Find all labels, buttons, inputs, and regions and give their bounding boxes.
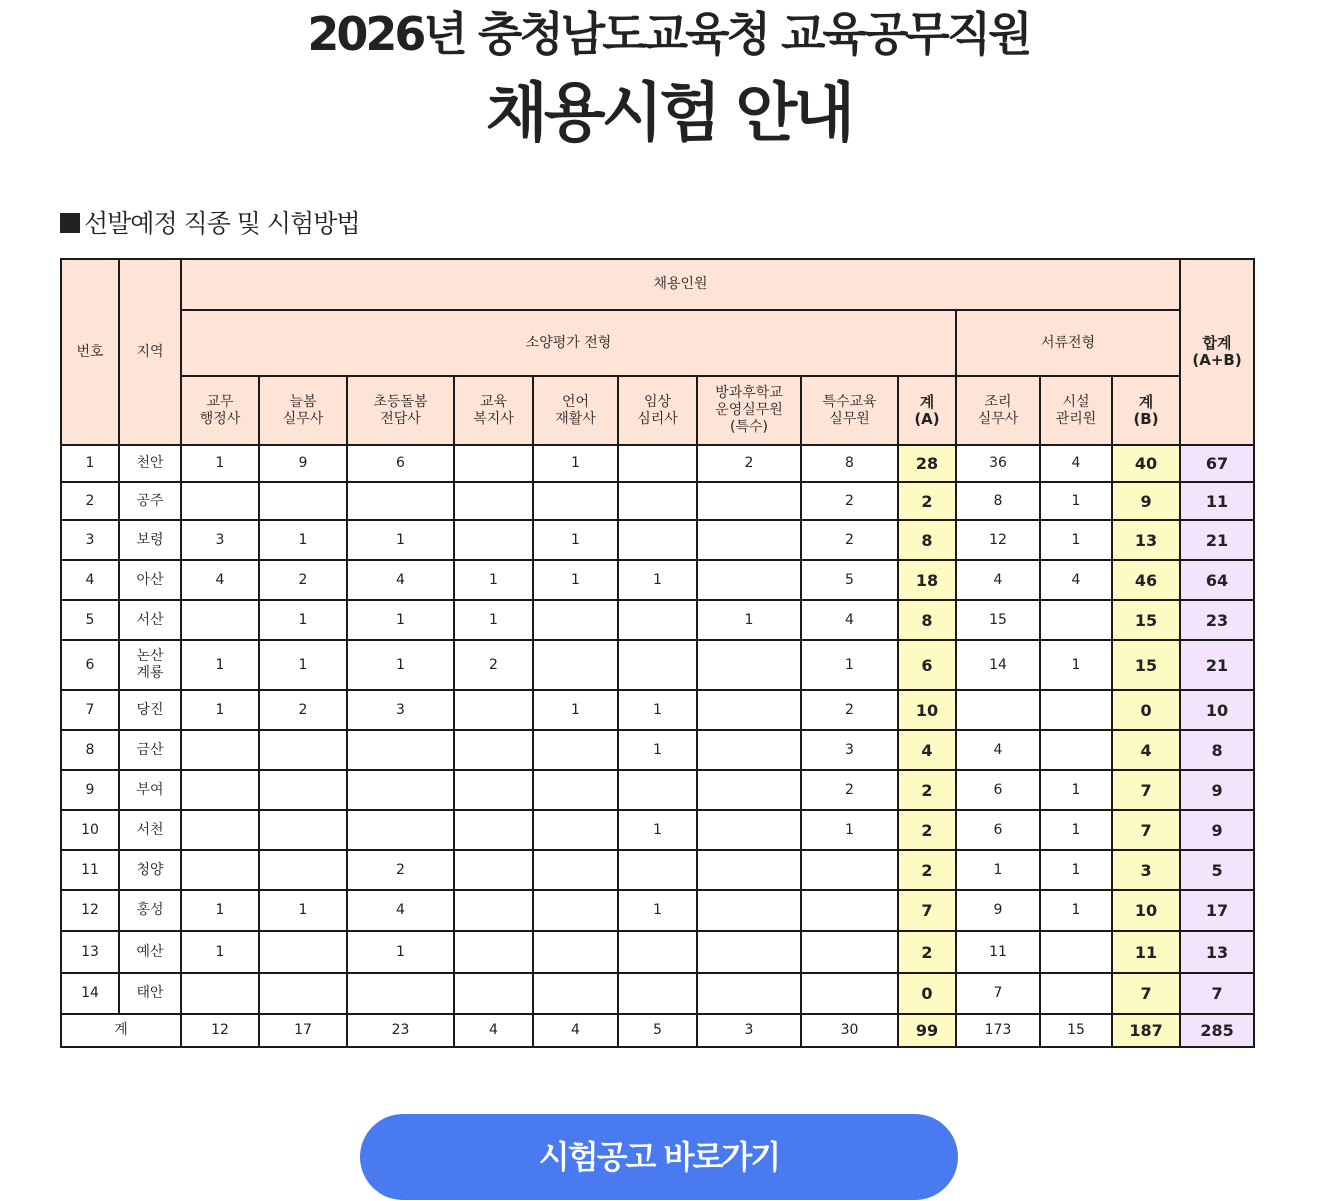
subtotal-b-cell: 3 <box>1112 850 1180 890</box>
table-row <box>61 560 1254 600</box>
table-cell: 11 <box>956 931 1040 973</box>
table-cell <box>533 973 618 1014</box>
table-cell <box>697 690 801 730</box>
total-cell: 7 <box>1180 973 1254 1014</box>
table-cell: 1 <box>956 850 1040 890</box>
row-number: 12 <box>61 890 119 931</box>
table-cell: 15 <box>956 600 1040 640</box>
section-heading <box>60 206 360 242</box>
row-number: 11 <box>61 850 119 890</box>
table-cell: 1 <box>533 445 618 482</box>
table-cell: 6 <box>347 445 454 482</box>
subtotal-b-cell: 11 <box>1112 931 1180 973</box>
total-cell: 9 <box>1180 770 1254 810</box>
table-cell: 1 <box>533 560 618 600</box>
subtotal-b-cell: 9 <box>1112 482 1180 520</box>
table-cell <box>1040 730 1112 770</box>
column-header-sum-b: 계 (B) <box>1112 376 1180 445</box>
table-cell <box>454 810 533 850</box>
table-row <box>61 640 1254 690</box>
total-cell: 67 <box>1180 445 1254 482</box>
table-cell <box>533 770 618 810</box>
table-cell <box>454 520 533 560</box>
sum-row-label: 계 <box>61 1014 181 1047</box>
table-cell: 2 <box>259 690 347 730</box>
header-group-a: 소양평가 전형 <box>181 310 956 376</box>
table-cell <box>533 810 618 850</box>
table-cell: 1 <box>454 560 533 600</box>
table-cell <box>347 770 454 810</box>
table-row <box>61 482 1254 520</box>
table-cell <box>259 810 347 850</box>
table-cell: 9 <box>956 890 1040 931</box>
table-cell <box>697 850 801 890</box>
table-cell: 1 <box>618 730 697 770</box>
table-cell: 4 <box>801 600 898 640</box>
table-cell: 1 <box>347 600 454 640</box>
total-cell: 285 <box>1180 1014 1254 1047</box>
table-cell <box>454 690 533 730</box>
subtotal-a-cell: 6 <box>898 640 956 690</box>
table-cell: 6 <box>956 770 1040 810</box>
subtotal-a-cell: 4 <box>898 730 956 770</box>
subtotal-b-cell: 7 <box>1112 973 1180 1014</box>
row-region: 부여 <box>119 770 181 810</box>
sum-row <box>61 1014 1254 1047</box>
subtotal-a-cell: 0 <box>898 973 956 1014</box>
table-cell <box>259 850 347 890</box>
table-cell <box>533 640 618 690</box>
table-cell <box>618 600 697 640</box>
exam-notice-button[interactable]: 시험공고 바로가기 <box>360 1114 958 1200</box>
subtotal-b-cell: 4 <box>1112 730 1180 770</box>
subtotal-a-cell: 2 <box>898 810 956 850</box>
table-cell <box>801 890 898 931</box>
table-cell: 3 <box>181 520 259 560</box>
total-cell: 9 <box>1180 810 1254 850</box>
table-cell <box>454 890 533 931</box>
table-cell <box>533 850 618 890</box>
row-number: 4 <box>61 560 119 600</box>
table-cell: 1 <box>181 640 259 690</box>
table-cell: 4 <box>533 1014 618 1047</box>
total-cell: 11 <box>1180 482 1254 520</box>
table-cell: 12 <box>181 1014 259 1047</box>
row-region: 공주 <box>119 482 181 520</box>
table-row <box>61 931 1254 973</box>
table-cell <box>259 973 347 1014</box>
table-cell <box>347 730 454 770</box>
table-cell <box>1040 973 1112 1014</box>
subtotal-a-cell: 8 <box>898 600 956 640</box>
table-cell <box>181 973 259 1014</box>
row-region: 아산 <box>119 560 181 600</box>
recruitment-table <box>60 258 1255 1048</box>
subtotal-a-cell: 18 <box>898 560 956 600</box>
table-cell: 15 <box>1040 1014 1112 1047</box>
table-cell: 36 <box>956 445 1040 482</box>
table-cell: 1 <box>347 640 454 690</box>
table-cell <box>697 770 801 810</box>
row-number: 7 <box>61 690 119 730</box>
table-cell <box>801 973 898 1014</box>
header-total: 합계 (A+B) <box>1180 259 1254 445</box>
row-number: 3 <box>61 520 119 560</box>
table-cell <box>454 850 533 890</box>
total-cell: 17 <box>1180 890 1254 931</box>
column-header: 교무 행정사 <box>181 376 259 445</box>
table-cell: 3 <box>801 730 898 770</box>
table-cell <box>259 482 347 520</box>
table-row <box>61 973 1254 1014</box>
subtotal-a-cell: 2 <box>898 482 956 520</box>
table-cell: 1 <box>181 445 259 482</box>
table-cell <box>181 810 259 850</box>
row-region: 보령 <box>119 520 181 560</box>
table-cell: 1 <box>181 690 259 730</box>
page-title-line1: 2026년 충청남도교육청 교육공무직원 <box>307 7 1030 61</box>
table-row <box>61 520 1254 560</box>
row-number: 1 <box>61 445 119 482</box>
header-number: 번호 <box>61 259 119 445</box>
table-cell <box>697 520 801 560</box>
table-cell: 1 <box>259 520 347 560</box>
table-cell <box>1040 690 1112 730</box>
column-header: 조리 실무사 <box>956 376 1040 445</box>
table-cell: 1 <box>618 890 697 931</box>
table-cell <box>533 482 618 520</box>
table-cell: 1 <box>801 810 898 850</box>
table-cell: 1 <box>618 690 697 730</box>
table-cell: 2 <box>801 520 898 560</box>
column-header: 특수교육 실무원 <box>801 376 898 445</box>
column-header-sum-a: 계 (A) <box>898 376 956 445</box>
row-region: 서산 <box>119 600 181 640</box>
subtotal-b-cell: 40 <box>1112 445 1180 482</box>
table-cell <box>454 770 533 810</box>
row-number: 2 <box>61 482 119 520</box>
table-cell <box>697 973 801 1014</box>
table-cell: 1 <box>259 640 347 690</box>
table-cell: 4 <box>1040 445 1112 482</box>
table-cell: 1 <box>259 890 347 931</box>
table-row <box>61 730 1254 770</box>
section-title: 선발예정 직종 및 시험방법 <box>84 209 360 238</box>
column-header: 임상 심리사 <box>618 376 697 445</box>
subtotal-a-cell: 8 <box>898 520 956 560</box>
total-cell: 5 <box>1180 850 1254 890</box>
subtotal-b-cell: 13 <box>1112 520 1180 560</box>
table-cell: 6 <box>956 810 1040 850</box>
table-cell: 4 <box>181 560 259 600</box>
row-number: 5 <box>61 600 119 640</box>
table-cell <box>454 445 533 482</box>
table-cell <box>259 770 347 810</box>
subtotal-b-cell: 0 <box>1112 690 1180 730</box>
table-cell <box>697 482 801 520</box>
subtotal-a-cell: 99 <box>898 1014 956 1047</box>
row-number: 8 <box>61 730 119 770</box>
table-cell: 9 <box>259 445 347 482</box>
table-cell <box>454 482 533 520</box>
subtotal-b-cell: 10 <box>1112 890 1180 931</box>
table-cell <box>259 730 347 770</box>
table-cell: 4 <box>956 560 1040 600</box>
table-cell <box>533 730 618 770</box>
table-cell <box>1040 931 1112 973</box>
row-region: 예산 <box>119 931 181 973</box>
table-row <box>61 770 1254 810</box>
column-header: 방과후학교 운영실무원 (특수) <box>697 376 801 445</box>
table-cell: 1 <box>181 931 259 973</box>
table-row <box>61 850 1254 890</box>
total-cell: 23 <box>1180 600 1254 640</box>
table-cell <box>697 560 801 600</box>
subtotal-b-cell: 46 <box>1112 560 1180 600</box>
table-cell: 1 <box>618 810 697 850</box>
row-number: 13 <box>61 931 119 973</box>
column-header: 시설 관리원 <box>1040 376 1112 445</box>
table-cell <box>347 973 454 1014</box>
total-cell: 13 <box>1180 931 1254 973</box>
table-cell: 1 <box>1040 770 1112 810</box>
subtotal-a-cell: 2 <box>898 770 956 810</box>
table-cell: 2 <box>697 445 801 482</box>
subtotal-a-cell: 2 <box>898 931 956 973</box>
table-cell <box>618 640 697 690</box>
table-cell <box>697 931 801 973</box>
table-cell: 2 <box>259 560 347 600</box>
table-cell <box>697 810 801 850</box>
row-number: 9 <box>61 770 119 810</box>
table-cell <box>454 931 533 973</box>
column-header: 초등돌봄 전담사 <box>347 376 454 445</box>
table-cell: 1 <box>697 600 801 640</box>
table-cell: 1 <box>1040 640 1112 690</box>
table-cell: 8 <box>801 445 898 482</box>
table-cell: 1 <box>181 890 259 931</box>
subtotal-b-cell: 7 <box>1112 770 1180 810</box>
subtotal-b-cell: 187 <box>1112 1014 1180 1047</box>
row-region: 청양 <box>119 850 181 890</box>
total-cell: 21 <box>1180 520 1254 560</box>
subtotal-b-cell: 15 <box>1112 600 1180 640</box>
table-cell: 1 <box>1040 482 1112 520</box>
table-cell: 14 <box>956 640 1040 690</box>
table-cell <box>454 730 533 770</box>
table-cell: 1 <box>454 600 533 640</box>
table-cell <box>1040 600 1112 640</box>
table-cell: 30 <box>801 1014 898 1047</box>
table-row <box>61 600 1254 640</box>
header-region: 지역 <box>119 259 181 445</box>
table-row <box>61 810 1254 850</box>
table-cell <box>956 690 1040 730</box>
table-cell: 5 <box>801 560 898 600</box>
subtotal-a-cell: 28 <box>898 445 956 482</box>
header-group-b: 서류전형 <box>956 310 1180 376</box>
table-cell: 2 <box>801 482 898 520</box>
table-cell <box>618 770 697 810</box>
row-region: 서천 <box>119 810 181 850</box>
table-cell <box>259 931 347 973</box>
row-number: 14 <box>61 973 119 1014</box>
row-number: 10 <box>61 810 119 850</box>
subtotal-b-cell: 15 <box>1112 640 1180 690</box>
header-hiring: 채용인원 <box>181 259 1180 310</box>
table-cell: 2 <box>801 770 898 810</box>
table-cell <box>618 931 697 973</box>
table-cell <box>454 973 533 1014</box>
table-cell <box>801 931 898 973</box>
row-region: 금산 <box>119 730 181 770</box>
table-cell: 2 <box>454 640 533 690</box>
table-cell: 1 <box>1040 810 1112 850</box>
total-cell: 64 <box>1180 560 1254 600</box>
table-cell: 4 <box>1040 560 1112 600</box>
table-cell: 4 <box>956 730 1040 770</box>
table-cell <box>618 445 697 482</box>
table-cell: 5 <box>618 1014 697 1047</box>
table-cell: 3 <box>347 690 454 730</box>
table-cell: 4 <box>454 1014 533 1047</box>
row-number: 6 <box>61 640 119 690</box>
table-cell: 1 <box>347 931 454 973</box>
table-row <box>61 445 1254 482</box>
table-cell: 1 <box>1040 850 1112 890</box>
table-cell <box>618 482 697 520</box>
table-cell: 1 <box>1040 520 1112 560</box>
table-row <box>61 890 1254 931</box>
table-cell <box>181 482 259 520</box>
table-cell <box>533 931 618 973</box>
table-cell <box>181 770 259 810</box>
table-cell: 1 <box>801 640 898 690</box>
table-cell <box>697 890 801 931</box>
subtotal-a-cell: 10 <box>898 690 956 730</box>
row-region: 당진 <box>119 690 181 730</box>
table-row <box>61 690 1254 730</box>
row-region: 논산 계룡 <box>119 640 181 690</box>
table-cell: 1 <box>533 520 618 560</box>
table-cell: 1 <box>533 690 618 730</box>
table-cell <box>697 730 801 770</box>
table-cell <box>618 520 697 560</box>
subtotal-b-cell: 7 <box>1112 810 1180 850</box>
table-cell <box>697 640 801 690</box>
table-cell: 12 <box>956 520 1040 560</box>
table-cell: 1 <box>618 560 697 600</box>
table-cell: 4 <box>347 560 454 600</box>
column-header: 교육 복지사 <box>454 376 533 445</box>
table-cell <box>181 600 259 640</box>
column-header: 언어 재활사 <box>533 376 618 445</box>
table-cell: 1 <box>347 520 454 560</box>
page-title-line2: 채용시험 안내 <box>485 77 852 151</box>
table-cell <box>181 730 259 770</box>
table-cell <box>533 890 618 931</box>
table-cell <box>618 850 697 890</box>
table-cell <box>347 482 454 520</box>
table-cell: 23 <box>347 1014 454 1047</box>
table-cell: 1 <box>259 600 347 640</box>
square-bullet-icon <box>60 213 80 233</box>
row-region: 태안 <box>119 973 181 1014</box>
table-cell <box>181 850 259 890</box>
table-cell: 2 <box>347 850 454 890</box>
table-cell: 3 <box>697 1014 801 1047</box>
total-cell: 8 <box>1180 730 1254 770</box>
column-header: 늘봄 실무사 <box>259 376 347 445</box>
table-cell <box>618 973 697 1014</box>
table-cell: 173 <box>956 1014 1040 1047</box>
table-cell: 17 <box>259 1014 347 1047</box>
table-cell: 2 <box>801 690 898 730</box>
total-cell: 10 <box>1180 690 1254 730</box>
subtotal-a-cell: 7 <box>898 890 956 931</box>
row-region: 천안 <box>119 445 181 482</box>
table-cell: 7 <box>956 973 1040 1014</box>
subtotal-a-cell: 2 <box>898 850 956 890</box>
table-cell: 8 <box>956 482 1040 520</box>
table-cell <box>801 850 898 890</box>
table-cell <box>347 810 454 850</box>
table-cell: 4 <box>347 890 454 931</box>
table-cell: 1 <box>1040 890 1112 931</box>
row-region: 홍성 <box>119 890 181 931</box>
total-cell: 21 <box>1180 640 1254 690</box>
table-cell <box>533 600 618 640</box>
